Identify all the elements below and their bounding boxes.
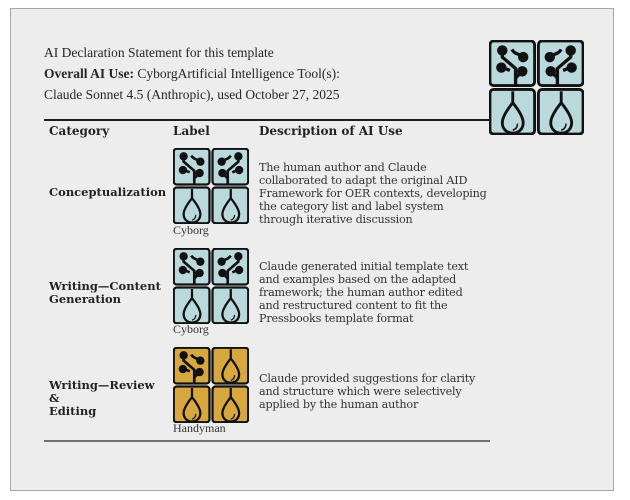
- header-label: Label: [173, 124, 210, 138]
- description-line: framework; the human author edited: [259, 286, 463, 299]
- cyborg-icon: [173, 248, 249, 324]
- description-line: The human author and Claude: [259, 161, 427, 174]
- row-category: [49, 280, 164, 306]
- description-line: applied by the human author: [259, 398, 419, 411]
- header-category: Category: [49, 124, 110, 138]
- category-text: Generation: [49, 292, 122, 306]
- intro-block: [44, 42, 340, 105]
- description-line: and structure which were selectively: [259, 385, 462, 398]
- row-category: [49, 379, 164, 418]
- cyborg-icon: [489, 40, 584, 135]
- overall-use-line: [44, 63, 340, 84]
- row-description: [259, 260, 499, 325]
- label-text: Cyborg: [173, 223, 209, 237]
- description-line: Claude provided suggestions for clarity: [259, 372, 476, 385]
- row-description: [259, 161, 499, 226]
- description-line: collaborated to adapt the original AID: [259, 174, 468, 187]
- description-line: through iterative discussion: [259, 213, 413, 226]
- category-text: Writing—Content: [49, 279, 161, 293]
- cyborg-icon: [173, 148, 249, 224]
- label-text: Cyborg: [173, 322, 209, 336]
- tool-line: Claude Sonnet 4.5 (Anthropic), used October 27, 2025: [44, 87, 340, 102]
- description-line: Framework for OER contexts, developing: [259, 187, 487, 200]
- description-line: Claude generated initial template text: [259, 260, 469, 273]
- overall-use-label: Overall AI Use:: [44, 66, 134, 81]
- label-text: Handyman: [173, 421, 226, 435]
- description-line: Pressbooks template format: [259, 312, 414, 325]
- handyman-icon: [173, 347, 249, 423]
- row-description: [259, 372, 499, 411]
- table-top-rule: [44, 119, 490, 121]
- category-text: Conceptualization: [49, 185, 167, 199]
- description-line: the category list and label system: [259, 200, 444, 213]
- table-bottom-rule: [44, 440, 490, 442]
- description-line: and restructured content to fit the: [259, 299, 448, 312]
- category-text: Writing—Review &: [49, 378, 155, 405]
- declaration-title: AI Declaration Statement for this template: [44, 45, 274, 60]
- row-category: [49, 185, 167, 199]
- category-text: Editing: [49, 404, 97, 418]
- overall-use-value: CyborgArtificial Intelligence Tool(s):: [134, 66, 340, 81]
- header-description: Description of AI Use: [259, 124, 403, 138]
- description-line: and examples based on the adapted: [259, 273, 457, 286]
